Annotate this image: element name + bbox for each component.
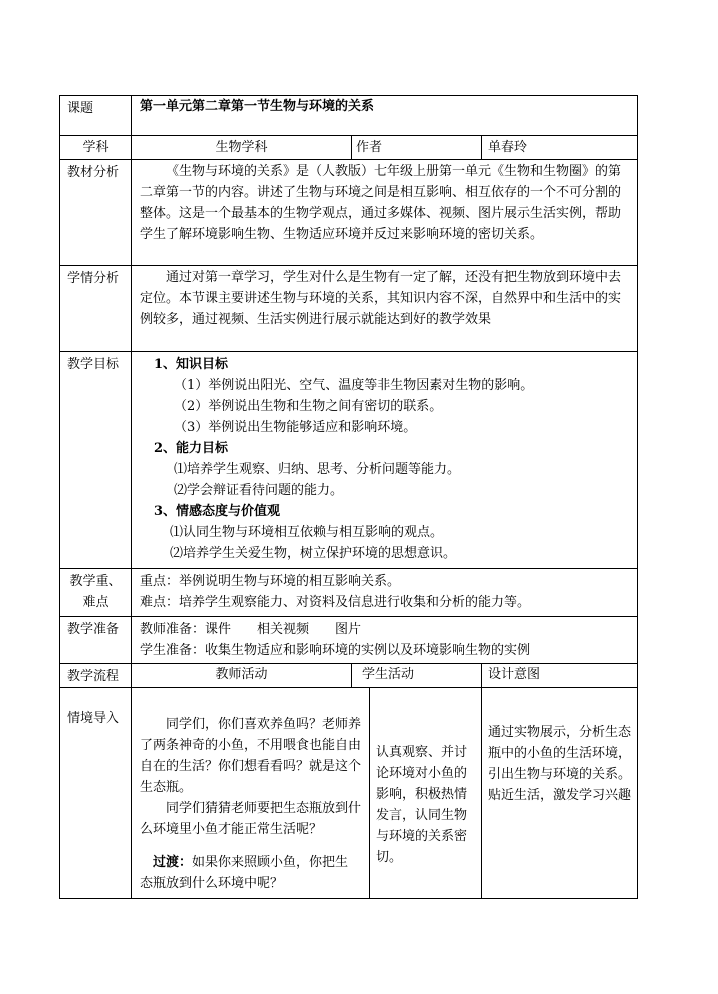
teacher-activity-header: 教师活动 — [132, 664, 352, 688]
design-header: 设计意图 — [482, 664, 638, 688]
ability-goal-item: ⑵学会辩证看待问题的能力。 — [174, 483, 344, 498]
row-subject — [60, 136, 638, 160]
student-analysis-label: 学情分析 — [60, 266, 132, 352]
keypoints-label — [60, 569, 132, 617]
author-label: 作者 — [352, 136, 482, 160]
keypoints-label-line1: 教学重、 — [69, 574, 122, 589]
knowledge-goal-title: 1、知识目标 — [154, 357, 229, 372]
row-flow-header — [60, 664, 638, 688]
student-activity-header: 学生活动 — [352, 664, 482, 688]
keypoints-label-line2: 难点 — [82, 595, 109, 610]
material-label: 教材分析 — [60, 160, 132, 266]
knowledge-goal-item: （2）举例说出生物和生物之间有密切的联系。 — [174, 399, 443, 414]
teacher-activity-content — [132, 688, 370, 899]
row-scenario-intro — [60, 688, 638, 899]
transition-text: 如果你来照顾小鱼，你把生态瓶放到什么环境中呢？ — [140, 855, 349, 891]
material-text: 《生物与环境的关系》是（人教版）七年级上册第一单元《生物和生物圈》的第二章第一节的内容。讲述了生物与环境之间是相互影响、相互依存的一个不可分割的整体。这是一个最基本的生物学观点，通过多媒体、视频、图片展示生活实例，帮助学生了解环境影响生物、生物适应环境并反过来影响环境的密切关系。 — [132, 160, 638, 266]
goals-content — [132, 352, 638, 569]
row-course-title — [60, 96, 638, 136]
teacher-activity-paragraph: 同学们猜猜老师要把生态瓶放到什么环境里小鱼才能正常生活呢？ — [140, 801, 362, 837]
goals-label: 教学目标 — [60, 352, 132, 569]
row-teaching-goals — [60, 352, 638, 569]
knowledge-goal-item: （3）举例说出生物能够适应和影响环境。 — [174, 420, 417, 435]
keypoint-text: 重点：举例说明生物与环境的相互影响关系。 — [140, 574, 401, 589]
difficulty-text: 难点：培养学生观察能力、对资料及信息进行收集和分析的能力等。 — [140, 595, 531, 610]
row-teaching-prep — [60, 617, 638, 664]
lesson-plan-table — [59, 95, 638, 899]
attitude-goal-item: ⑴认同生物与环境相互依赖与相互影响的观点。 — [170, 525, 444, 540]
flow-label: 教学流程 — [60, 664, 132, 688]
attitude-goal-title: 3、情感态度与价值观 — [154, 504, 281, 519]
subject-label: 学科 — [60, 136, 132, 160]
author-value: 单春玲 — [482, 136, 638, 160]
course-title: 第一单元第二章第一节生物与环境的关系 — [132, 96, 638, 136]
knowledge-goal-item: （1）举例说出阳光、空气、温度等非生物因素对生物的影响。 — [174, 378, 534, 393]
stage-label: 情境导入 — [60, 688, 132, 899]
design-intent-content: 通过实物展示，分析生态瓶中的小鱼的生活环境，引出生物与环境的关系。贴近生活，激发学习兴趣 — [482, 688, 638, 899]
subject-value: 生物学科 — [132, 136, 352, 160]
student-analysis-text: 通过对第一章学习，学生对什么是生物有一定了解，还没有把生物放到环境中去定位。本节课主要讲述生物与环境的关系，其知识内容不深，自然界中和生活中的实例较多，通过视频、生活实例进行展示就能达到好的教学效果 — [132, 266, 638, 352]
prep-label: 教学准备 — [60, 617, 132, 664]
keypoints-content — [132, 569, 638, 617]
transition-paragraph — [140, 852, 361, 894]
teacher-activity-paragraph: 同学们，你们喜欢养鱼吗？老师养了两条神奇的小鱼，不用喂食也能自由自在的生活？你们想看看吗？就是这个生态瓶。 — [140, 717, 362, 795]
row-key-difficult-points — [60, 569, 638, 617]
row-material-analysis — [60, 160, 638, 266]
ability-goal-title: 2、能力目标 — [154, 441, 229, 456]
transition-label: 过渡： — [153, 855, 193, 870]
course-title-label: 课题 — [60, 96, 132, 136]
teacher-prep-text: 教师准备：课件 相关视频 图片 — [140, 622, 362, 637]
prep-content — [132, 617, 638, 664]
row-student-analysis — [60, 266, 638, 352]
ability-goal-item: ⑴培养学生观察、归纳、思考、分析问题等能力。 — [174, 462, 461, 477]
student-activity-content: 认真观察、并讨论环境对小鱼的影响，积极热情发言，认同生物与环境的关系密切。 — [370, 688, 482, 899]
student-prep-text: 学生准备：收集生物适应和影响环境的实例以及环境影响生物的实例 — [140, 643, 531, 658]
attitude-goal-item: ⑵培养学生关爱生物，树立保护环境的思想意识。 — [170, 546, 457, 561]
